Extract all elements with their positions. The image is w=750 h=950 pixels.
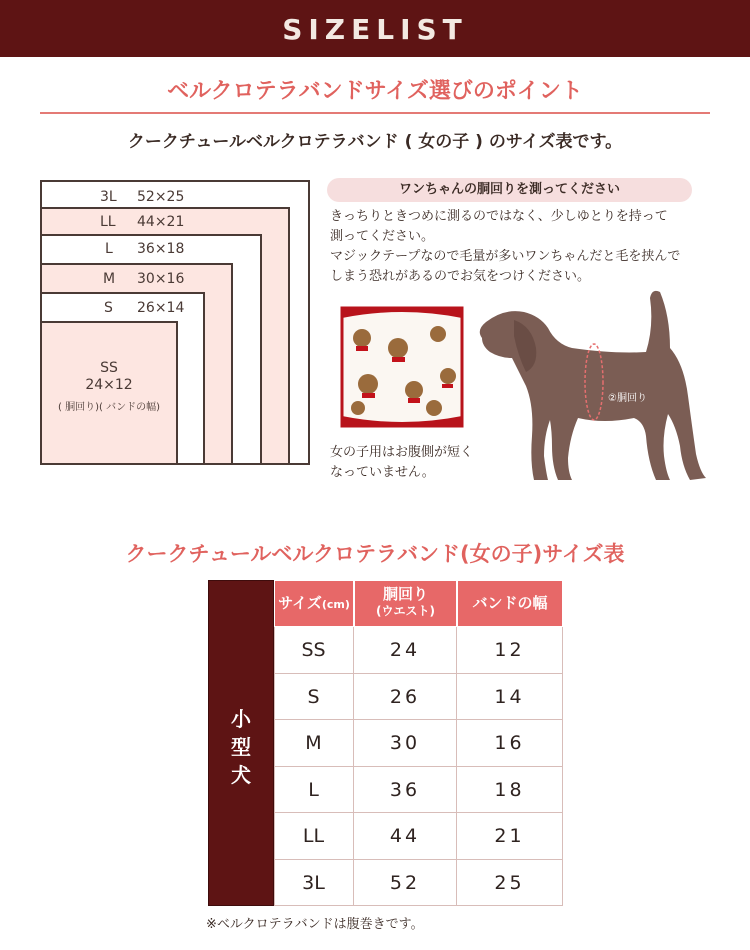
cell-size: M (274, 720, 354, 767)
section-subtitle: クークチュールベルクロテラバンド ( 女の子 ) のサイズ表です。 (127, 132, 623, 152)
size-dims: 36×18 (137, 241, 185, 257)
waist-label: ②胴回り (608, 393, 647, 404)
cell-width: 12 (457, 627, 563, 674)
header-size: サイズ(cm) (274, 580, 354, 627)
measure-line: きっちりときつめに測るのではなく、少しゆとりを持って (330, 209, 668, 224)
size-label: 3L (100, 189, 117, 205)
cell-size: L (274, 767, 354, 813)
cell-size: LL (274, 813, 354, 860)
footnote: ※ベルクロテラバンドは腹巻きです。 (206, 917, 424, 932)
cell-size: SS (274, 627, 354, 674)
size-label: L (105, 241, 113, 257)
size-caption: ( 胴回り)( バンドの幅) (58, 402, 160, 413)
size-dims: 24×12 (85, 377, 133, 393)
cell-width: 14 (457, 674, 563, 720)
size-dims: 30×16 (137, 271, 185, 287)
cell-size: S (274, 674, 354, 720)
measure-line: マジックテープなので毛量が多いワンちゃんだと毛を挟んで (330, 249, 681, 264)
size-label: LL (100, 214, 116, 230)
size-label: SS (100, 360, 118, 376)
cell-width: 16 (457, 720, 563, 767)
cell-waist: 36 (354, 767, 457, 813)
cell-width: 21 (457, 813, 563, 860)
size-label: S (104, 300, 113, 316)
table-section-title: クークチュールベルクロテラバンド(女の子)サイズ表 (125, 542, 625, 566)
dog-illustration (474, 286, 714, 486)
size-dims: 44×21 (137, 214, 185, 230)
header-waist: 胴回り (ウエスト) (354, 580, 457, 627)
size-label: M (103, 271, 116, 287)
photo-caption-line: 女の子用はお腹側が短く (330, 445, 474, 460)
measure-line: しまう恐れがあるのでお気をつけください。 (330, 269, 591, 284)
page-title: SIZELIST (282, 13, 468, 46)
cell-waist: 24 (354, 627, 457, 674)
category-label: 小 型 犬 (231, 707, 251, 787)
size-box-ss (40, 321, 178, 465)
section-title: ベルクロテラバンドサイズ選びのポイント (167, 79, 583, 104)
cell-waist: 44 (354, 813, 457, 860)
cell-size: 3L (274, 860, 354, 906)
measure-line: 測ってください。 (330, 229, 435, 244)
cell-width: 18 (457, 767, 563, 813)
cell-waist: 26 (354, 674, 457, 720)
band-product-image (338, 304, 466, 430)
size-dims: 26×14 (137, 300, 185, 316)
cell-width: 25 (457, 860, 563, 906)
measure-heading: ワンちゃんの胴回りを測ってください (327, 178, 692, 202)
header-width: バンドの幅 (457, 580, 563, 627)
cell-waist: 30 (354, 720, 457, 767)
cell-waist: 52 (354, 860, 457, 906)
photo-caption-line: なっていません。 (330, 465, 435, 480)
divider (40, 112, 710, 114)
size-dims: 52×25 (137, 189, 185, 205)
